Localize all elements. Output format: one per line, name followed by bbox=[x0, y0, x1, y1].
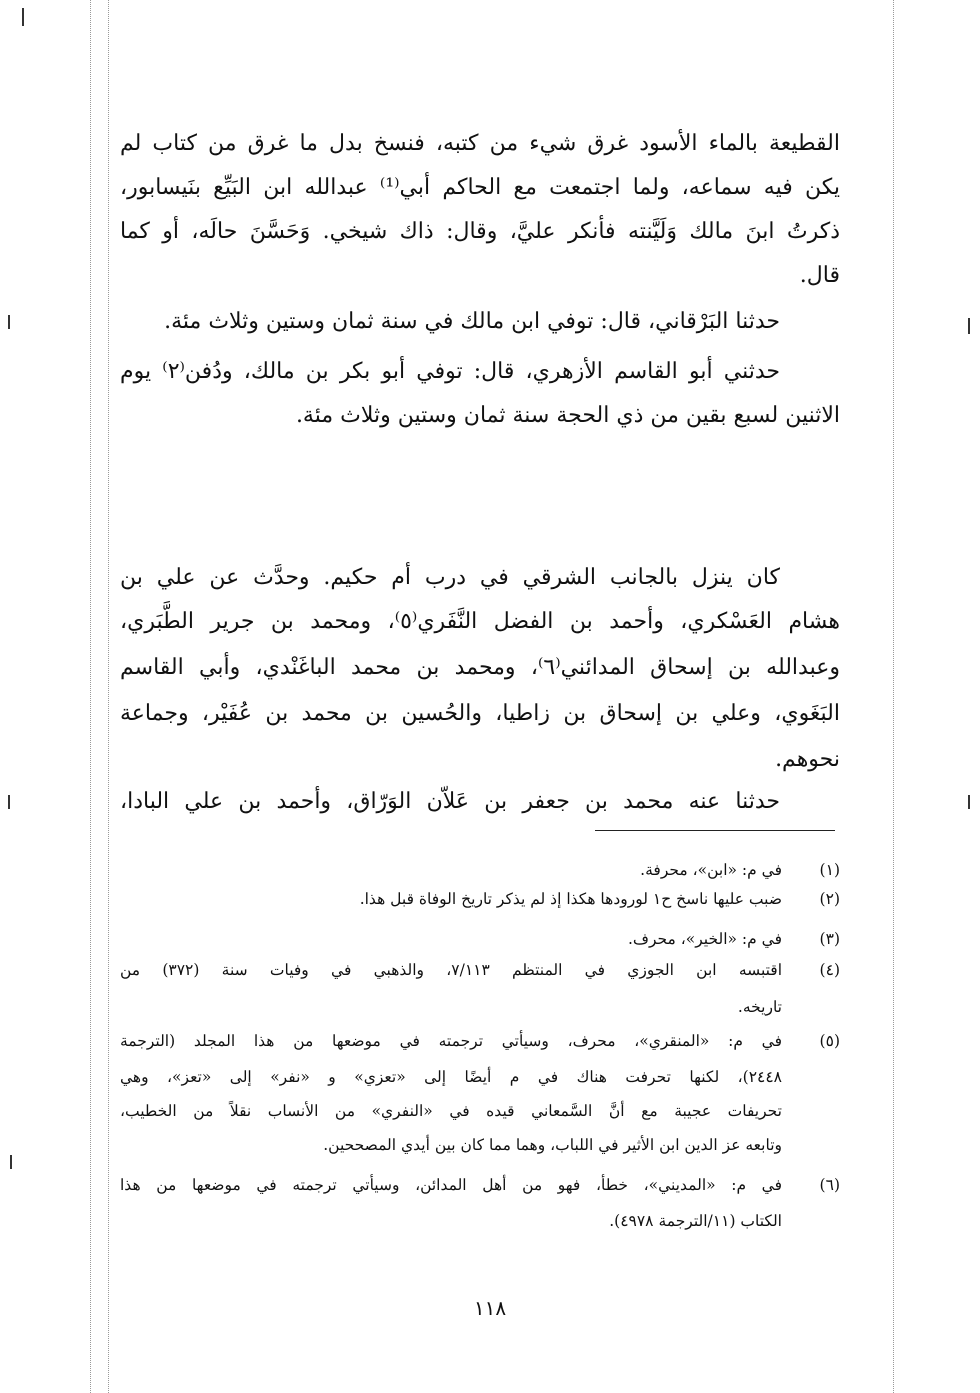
footnote-text: في م: «ابن»، محرفة. bbox=[640, 861, 782, 879]
footnote-number: (٤) bbox=[819, 961, 840, 979]
footnote-text: في م: «المديني»، خطأ، فهو من أهل المدائن، وسيأتي ترجمته في موضعها من هذا bbox=[120, 1176, 782, 1194]
body-line: كان ينزل بالجانب الشرقي في درب أم حكيم. وحدَّث عن علي بن bbox=[120, 565, 780, 590]
body-line: الاثنين لسبع بقين من ذي الحجة سنة ثمان وستين وثلاث مئة. bbox=[295, 403, 840, 428]
body-line: البَغَوي، وعلي بن إسحاق بن زاطيا، والحُسين بن محمد بن عُفَيْر، وجماعة bbox=[120, 701, 840, 726]
footnote-text: في م: «المنقري»، محرف، وسيأتي ترجمته في موضعها من هذا المجلد (الترجمة bbox=[120, 1032, 782, 1050]
footnote-text: ضبب عليها ناسخ ح١ لورودها هكذا إذ لم يذكر تاريخ الوفاة قبل هذا. bbox=[359, 890, 782, 908]
scan-margin-mark bbox=[8, 795, 10, 809]
footnote-text: اقتبسه ابن الجوزي في المنتظم ٧/١١٣، والذهبي في وفيات سنة (٣٧٢) من bbox=[120, 961, 782, 979]
main-text bbox=[120, 0, 840, 820]
body-line: هشام العَسْكري، وأحمد بن الفضل النَّفَري⁽٥⁾، ومحمد بن جرير الطَّبَري، bbox=[120, 609, 840, 634]
body-line: ذكرتُ ابنَ مالك وَلَيَّنته فأنكر عليَّ، وقال: ذاك شيخي. وَحَسَّنَ حالَه، أو كما bbox=[120, 219, 840, 244]
scan-margin-mark bbox=[968, 318, 970, 334]
scan-dotted-guide bbox=[893, 0, 894, 1393]
scan-margin-mark bbox=[8, 315, 10, 329]
footnote-text: ٢٤٤٨)، لكنها تحرفت هناك في م أيضًا إلى «تعزي» و «نفر» إلى «تعز»، وهي bbox=[120, 1068, 782, 1086]
footnote-text: وتابعه عز الدين ابن الأثير في اللباب، وهما مما كان بين أيدي المصححين. bbox=[323, 1136, 782, 1154]
footnote-divider bbox=[595, 830, 835, 831]
page-number: ١١٨ bbox=[473, 1296, 507, 1320]
scan-dotted-guide bbox=[108, 0, 109, 1393]
scan-margin-mark bbox=[968, 795, 970, 809]
body-line: حدثنا عنه محمد بن جعفر بن عَلاّن الوَرّاق، وأحمد بن علي البادا، bbox=[120, 789, 780, 814]
body-line: حدثني أبو القاسم الأزهري، قال: توفي أبو بكر بن مالك، ودُفن⁽٢⁾ يوم bbox=[120, 359, 780, 384]
footnote-number: (٦) bbox=[819, 1176, 840, 1194]
body-line: حدثنا البَرْقاني، قال: توفي ابن مالك في سنة ثمان وستين وثلاث مئة. bbox=[164, 309, 780, 334]
scan-margin-mark bbox=[10, 1155, 12, 1169]
footnote-text: في م: «الخير»، محرف. bbox=[627, 930, 782, 948]
footnote-text: تاريخه. bbox=[737, 998, 782, 1016]
body-line: وعبدالله بن إسحاق المدائني⁽٦⁾، ومحمد بن محمد الباغَنْدي، وأبي القاسم bbox=[120, 655, 840, 680]
body-line: نحوهم. bbox=[775, 747, 840, 772]
scan-dotted-guide bbox=[90, 0, 91, 1393]
footnote-text: تحريفات عجيبة مع أنَّ السَّمعاني قيده في «النفري» من الأنساب نقلاً من الخطيب، bbox=[120, 1102, 782, 1120]
body-line: القطيعة بالماء الأسود غرق شيء من كتبه، فنسخ بدل ما غرق من كتاب لم bbox=[120, 131, 840, 156]
body-line: يكن فيه سماعه، ولما اجتمعت مع الحاكم أبي⁽¹⁾ عبدالله ابن البَيِّع بنَيسابور، bbox=[120, 175, 840, 200]
footnote-number: (١) bbox=[819, 861, 840, 879]
body-line: قال. bbox=[799, 263, 840, 288]
footnote-number: (٥) bbox=[819, 1032, 840, 1050]
footnote-number: (٣) bbox=[819, 930, 840, 948]
scan-margin-mark bbox=[22, 8, 24, 26]
footnote-number: (٢) bbox=[819, 890, 840, 908]
footnote-text: الكتاب (١١/الترجمة ٤٩٧٨). bbox=[609, 1212, 782, 1230]
